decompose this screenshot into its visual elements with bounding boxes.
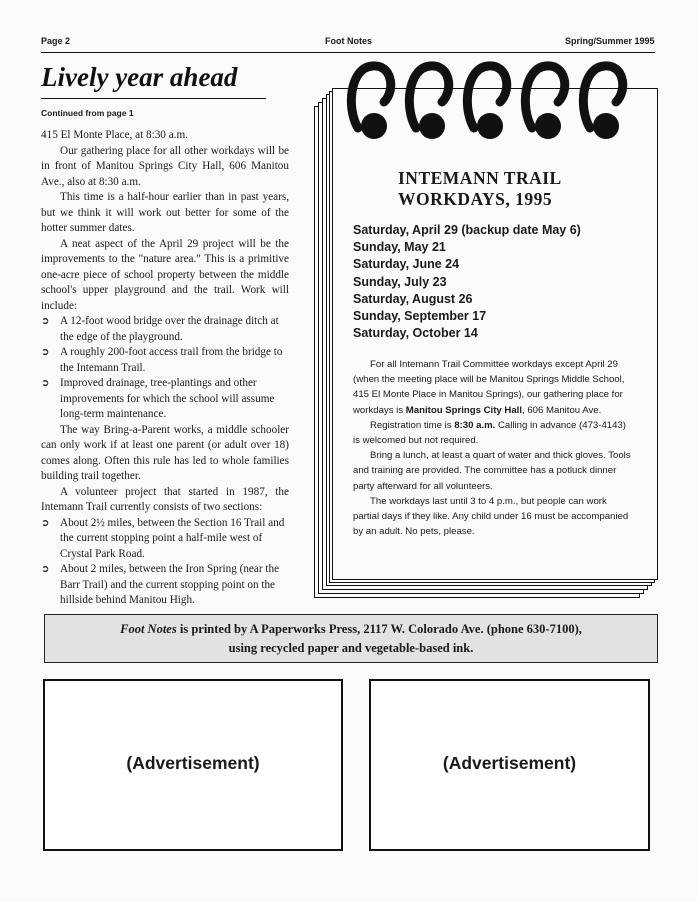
continued-note: Continued from page 1 xyxy=(41,108,134,118)
workday-date: Sunday, July 23 xyxy=(353,274,447,289)
workday-date: Sunday, May 21 xyxy=(353,240,446,255)
arrow-bullet-icon: ➲ xyxy=(41,517,50,529)
list-item: ➲ A 12-foot wood bridge over the drainage ditch at the edge of the playground. xyxy=(41,315,279,343)
trail-sections-list xyxy=(41,516,289,609)
workdays-title: INTEMANN TRAIL WORKDAYS, 1995 xyxy=(398,168,561,209)
workday-date: Sunday, September 17 xyxy=(353,309,487,324)
article-paragraph: This time is a half-hour earlier than in past years, but we think it will work out better for some of the hotter summer dates. xyxy=(41,191,289,234)
headline-rule xyxy=(41,98,266,99)
article-paragraph: The way Bring-a-Parent works, a middle schooler can only work if at least one parent (or adult over 18) comes along. Often this rule has led to whole families building trail together. xyxy=(41,423,289,482)
workdays-details xyxy=(353,357,635,539)
advertisement-label: (Advertisement) xyxy=(126,753,260,773)
workday-date: Saturday, August 26 xyxy=(353,291,473,306)
details-paragraph: For all Intemann Trail Committee workdays except April 29 (when the meeting place will be Manitou Springs Middle School, 415 El Monte Place in Manitou Springs), our gathering place for workdays is Manitou Springs City Hall, 606 Manitou Ave. xyxy=(353,359,625,416)
details-paragraph: Bring a lunch, at least a quart of water and thick gloves. Tools and training are provided. The committee has a potluck dinner party afterward for all volunteers. xyxy=(353,450,631,492)
advertisement-box[interactable] xyxy=(369,679,650,851)
article-headline: Lively year ahead xyxy=(41,62,238,92)
list-item: ➲ A roughly 200-foot access trail from the bridge to the Intemann Trail. xyxy=(41,346,283,374)
work-list xyxy=(41,314,289,423)
list-item: ➲ About 2½ miles, between the Section 16 Trail and the current stopping point a half-mile west of Crystal Park Road. xyxy=(41,516,285,560)
arrow-bullet-icon: ➲ xyxy=(41,564,50,575)
arrow-bullet-icon: ➲ xyxy=(41,316,50,327)
workday-date: Saturday, June 24 xyxy=(353,257,460,272)
workday-dates xyxy=(353,222,581,342)
article-paragraph: A volunteer project that started in 1987, the Intemann Trail currently consists of two sections: xyxy=(41,485,289,513)
list-item: ➲ About 2 miles, between the Iron Spring (near the Barr Trail) and the current stopping point on the hillside behind Manitou High. xyxy=(41,563,280,606)
arrow-bullet-icon: ➲ xyxy=(41,378,50,389)
article-paragraph: Our gathering place for all other workdays will be in front of Manitou Springs City Hall, 606 Manitou Ave., also at 8:30 a.m. xyxy=(41,144,289,188)
workday-date: Saturday, April 29 (backup date May 6) xyxy=(353,223,581,237)
publication-name: Foot Notes xyxy=(325,36,372,46)
article-paragraph: A neat aspect of the April 29 project will be the improvements to the "nature area." This is a primitive one-acre piece of school property between the middle school's upper playground and the trail. Work will include: xyxy=(41,237,289,312)
workdays-notepad xyxy=(332,88,658,580)
list-item: ➲ Improved drainage, tree-plantings and other improvements for which the school will assume long-term maintenance. xyxy=(41,377,275,420)
printer-credit-banner xyxy=(44,614,658,663)
issue-date: Spring/Summer 1995 xyxy=(565,36,655,46)
article-column xyxy=(41,128,289,609)
details-paragraph: The workdays last until 3 to 4 p.m., but people can work partial days if they like. Any child under 16 must be accompanied by an adult. No pets, please. xyxy=(353,495,629,538)
article-paragraph: 415 El Monte Place, at 8:30 a.m. xyxy=(41,129,188,141)
banner-line: Foot Notes is printed by A Paperworks Press, 2117 W. Colorado Ave. (phone 630-7100), xyxy=(120,622,582,636)
workday-date: Saturday, October 14 xyxy=(353,326,478,341)
page-number: Page 2 xyxy=(41,36,71,46)
advertisement-box[interactable] xyxy=(43,679,343,851)
header-rule xyxy=(41,52,655,53)
details-paragraph: Registration time is 8:30 a.m. Calling in advance (473-4143) is welcomed but not required. xyxy=(353,419,626,447)
spiral-binding-icon xyxy=(344,58,654,150)
advertisement-label: (Advertisement) xyxy=(442,753,577,773)
banner-line: using recycled paper and vegetable-based ink. xyxy=(228,641,474,655)
arrow-bullet-icon: ➲ xyxy=(41,347,50,358)
